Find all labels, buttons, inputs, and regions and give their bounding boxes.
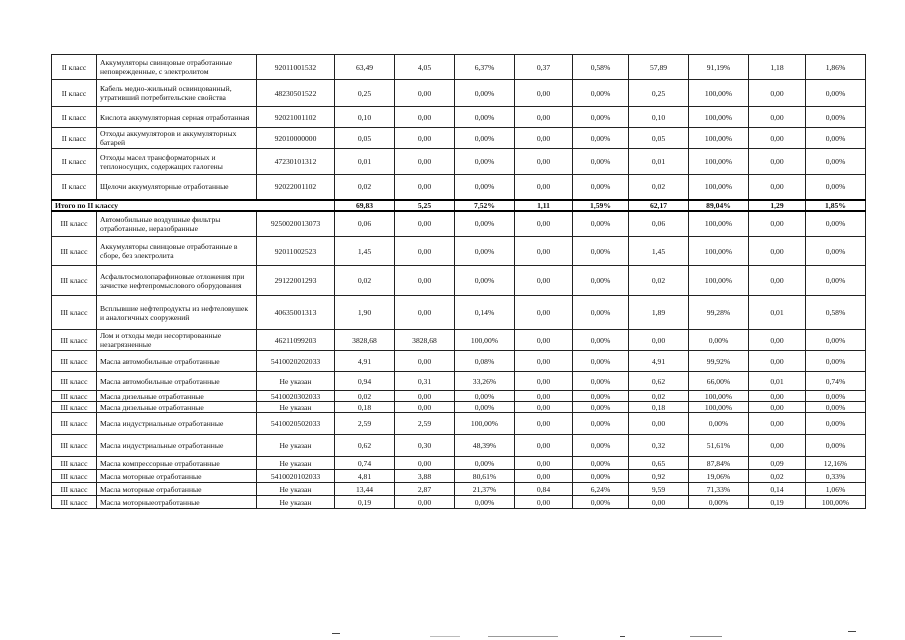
value-cell: 0,00% — [806, 128, 866, 149]
name-cell: Всплывшие нефтепродукты из нефтеловушек и аналогичных сооружений — [97, 296, 257, 330]
value-cell: 99,92% — [689, 351, 749, 372]
value-cell: 0,00% — [573, 266, 629, 296]
table-row — [52, 211, 866, 237]
value-cell: 19,06% — [689, 470, 749, 483]
value-cell: 0,00% — [806, 175, 866, 200]
value-cell: 0,00 — [395, 175, 455, 200]
value-cell: 100,00% — [689, 107, 749, 128]
waste-table — [51, 54, 866, 509]
value-cell: 100,00% — [689, 266, 749, 296]
scan-marks — [0, 628, 905, 640]
value-cell: 0,00% — [806, 330, 866, 351]
value-cell: 0,00% — [455, 496, 515, 509]
table-row — [52, 128, 866, 149]
value-cell: 0,01 — [749, 372, 806, 391]
code-cell: 5410020302033 — [257, 391, 335, 402]
class-cell: III класс — [52, 296, 97, 330]
value-cell: 0,00 — [629, 496, 689, 509]
value-cell: 0,00% — [806, 211, 866, 237]
class-cell: III класс — [52, 237, 97, 266]
value-cell: 63,49 — [335, 55, 395, 80]
value-cell: 0,00% — [573, 435, 629, 457]
value-cell: 3828,68 — [335, 330, 395, 351]
value-cell: 87,84% — [689, 457, 749, 470]
value-cell: 0,06 — [335, 211, 395, 237]
value-cell: 71,33% — [689, 483, 749, 496]
value-cell: 6,37% — [455, 55, 515, 80]
value-cell: 0,32 — [629, 435, 689, 457]
total-label: Итого по II классу — [52, 200, 335, 211]
value-cell: 0,74 — [335, 457, 395, 470]
value-cell: 0,00 — [749, 435, 806, 457]
table-row — [52, 175, 866, 200]
value-cell: 0,00 — [515, 391, 573, 402]
code-cell: 92022001102 — [257, 175, 335, 200]
value-cell: 0,02 — [629, 391, 689, 402]
class-cell: III класс — [52, 266, 97, 296]
value-cell: 0,00% — [806, 351, 866, 372]
value-cell: 0,00 — [515, 266, 573, 296]
value-cell: 100,00% — [689, 175, 749, 200]
value-cell: 0,05 — [629, 128, 689, 149]
value-cell: 0,00 — [749, 149, 806, 175]
value-cell: 3,88 — [395, 470, 455, 483]
value-cell: 0,00 — [515, 175, 573, 200]
name-cell: Масла моторные отработанные — [97, 483, 257, 496]
value-cell: 0,00% — [573, 391, 629, 402]
value-cell: 0,00% — [806, 402, 866, 413]
value-cell: 0,00% — [689, 413, 749, 435]
name-cell: Кабель медно-жильный освинцованный, утративший потребительские свойства — [97, 80, 257, 107]
value-cell: 0,00% — [455, 107, 515, 128]
value-cell: 3828,68 — [395, 330, 455, 351]
value-cell: 0,00% — [573, 330, 629, 351]
table-row — [52, 107, 866, 128]
value-cell: 0,00 — [749, 128, 806, 149]
value-cell: 0,00 — [749, 413, 806, 435]
value-cell: 0,31 — [395, 372, 455, 391]
value-cell: 0,62 — [629, 372, 689, 391]
value-cell: 12,16% — [806, 457, 866, 470]
value-cell: 0,00 — [395, 457, 455, 470]
value-cell: 0,06 — [629, 211, 689, 237]
value-cell: 0,00% — [573, 372, 629, 391]
value-cell: 0,00 — [749, 330, 806, 351]
value-cell: 0,00 — [515, 330, 573, 351]
class-cell: III класс — [52, 330, 97, 351]
value-cell: 33,26% — [455, 372, 515, 391]
value-cell: 1,90 — [335, 296, 395, 330]
value-cell: 0,00 — [629, 330, 689, 351]
class-cell: II класс — [52, 107, 97, 128]
value-cell: 100,00% — [455, 413, 515, 435]
value-cell: 0,18 — [335, 402, 395, 413]
table-row — [52, 237, 866, 266]
value-cell: 2,87 — [395, 483, 455, 496]
value-cell: 0,00% — [573, 237, 629, 266]
value-cell: 0,00% — [573, 470, 629, 483]
value-cell: 89,04% — [689, 200, 749, 211]
table-row — [52, 457, 866, 470]
name-cell: Масла моторные отработанные — [97, 470, 257, 483]
value-cell: 51,61% — [689, 435, 749, 457]
value-cell: 0,00 — [749, 391, 806, 402]
value-cell: 0,00% — [455, 237, 515, 266]
value-cell: 0,00 — [395, 128, 455, 149]
class-cell: III класс — [52, 413, 97, 435]
value-cell: 0,58% — [806, 296, 866, 330]
class-cell: II класс — [52, 175, 97, 200]
class-cell: II класс — [52, 128, 97, 149]
value-cell: 0,00 — [395, 80, 455, 107]
code-cell: Не указан — [257, 457, 335, 470]
value-cell: 0,00% — [455, 211, 515, 237]
value-cell: 0,00 — [395, 402, 455, 413]
value-cell: 5,25 — [395, 200, 455, 211]
value-cell: 0,00% — [455, 266, 515, 296]
name-cell: Масла компрессорные отработанные — [97, 457, 257, 470]
code-cell: Не указан — [257, 435, 335, 457]
value-cell: 0,01 — [749, 296, 806, 330]
value-cell: 0,25 — [629, 80, 689, 107]
value-cell: 0,00 — [515, 435, 573, 457]
value-cell: 0,62 — [335, 435, 395, 457]
class-cell: III класс — [52, 391, 97, 402]
value-cell: 0,00 — [749, 237, 806, 266]
value-cell: 1,45 — [335, 237, 395, 266]
name-cell: Масла индустриальные отработанные — [97, 413, 257, 435]
table-row — [52, 266, 866, 296]
value-cell: 66,00% — [689, 372, 749, 391]
class-cell: III класс — [52, 457, 97, 470]
code-cell: 92011002523 — [257, 237, 335, 266]
value-cell: 0,00% — [573, 211, 629, 237]
value-cell: 100,00% — [689, 391, 749, 402]
value-cell: 0,58% — [573, 55, 629, 80]
value-cell: 0,00% — [455, 391, 515, 402]
table-row — [52, 470, 866, 483]
name-cell: Масла автомобильные отработанные — [97, 372, 257, 391]
class-cell: III класс — [52, 470, 97, 483]
value-cell: 1,06% — [806, 483, 866, 496]
value-cell: 0,00% — [573, 413, 629, 435]
value-cell: 0,00% — [689, 496, 749, 509]
value-cell: 0,00% — [455, 80, 515, 107]
code-cell: 48230501522 — [257, 80, 335, 107]
value-cell: 0,00% — [573, 107, 629, 128]
value-cell: 0,00% — [573, 296, 629, 330]
table-row — [52, 435, 866, 457]
value-cell: 0,25 — [335, 80, 395, 107]
value-cell: 1,86% — [806, 55, 866, 80]
value-cell: 0,00 — [395, 266, 455, 296]
value-cell: 1,85% — [806, 200, 866, 211]
value-cell: 0,00% — [455, 149, 515, 175]
value-cell: 0,00% — [806, 149, 866, 175]
value-cell: 0,00 — [515, 457, 573, 470]
value-cell: 0,00 — [515, 470, 573, 483]
value-cell: 0,02 — [335, 175, 395, 200]
value-cell: 0,10 — [335, 107, 395, 128]
value-cell: 0,00% — [806, 391, 866, 402]
class-cell: II класс — [52, 80, 97, 107]
code-cell: 92011001532 — [257, 55, 335, 80]
value-cell: 0,00% — [806, 107, 866, 128]
name-cell: Автомобильные воздушные фильтры отработанные, неразобранные — [97, 211, 257, 237]
value-cell: 0,00 — [515, 413, 573, 435]
name-cell: Аккумуляторы свинцовые отработанные неповрежденные, с электролитом — [97, 55, 257, 80]
value-cell: 0,00 — [515, 80, 573, 107]
value-cell: 1,45 — [629, 237, 689, 266]
value-cell: 0,37 — [515, 55, 573, 80]
value-cell: 2,59 — [395, 413, 455, 435]
value-cell: 9,59 — [629, 483, 689, 496]
value-cell: 4,81 — [335, 470, 395, 483]
table-row — [52, 496, 866, 509]
code-cell: 92010000000 — [257, 128, 335, 149]
value-cell: 0,14 — [749, 483, 806, 496]
value-cell: 6,24% — [573, 483, 629, 496]
value-cell: 0,02 — [335, 391, 395, 402]
value-cell: 0,33% — [806, 470, 866, 483]
name-cell: Масла дизельные отработанные — [97, 391, 257, 402]
value-cell: 0,92 — [629, 470, 689, 483]
value-cell: 57,89 — [629, 55, 689, 80]
value-cell: 4,91 — [335, 351, 395, 372]
value-cell: 0,00 — [395, 351, 455, 372]
value-cell: 0,00% — [806, 80, 866, 107]
value-cell: 0,00 — [515, 351, 573, 372]
value-cell: 0,00% — [573, 149, 629, 175]
value-cell: 100,00% — [689, 237, 749, 266]
value-cell: 4,05 — [395, 55, 455, 80]
name-cell: Лом и отходы меди несортированные незагрязненные — [97, 330, 257, 351]
class-cell: III класс — [52, 496, 97, 509]
value-cell: 0,00% — [806, 413, 866, 435]
class-cell: II класс — [52, 149, 97, 175]
value-cell: 0,02 — [629, 266, 689, 296]
value-cell: 0,84 — [515, 483, 573, 496]
name-cell: Щелочи аккумуляторные отработанные — [97, 175, 257, 200]
table-row — [52, 402, 866, 413]
value-cell: 0,00% — [573, 80, 629, 107]
table-row — [52, 351, 866, 372]
value-cell: 100,00% — [689, 80, 749, 107]
value-cell: 0,00 — [395, 296, 455, 330]
value-cell: 0,00% — [455, 175, 515, 200]
name-cell: Масла автомобильные отработанные — [97, 351, 257, 372]
value-cell: 80,61% — [455, 470, 515, 483]
name-cell: Отходы аккумуляторов и аккумуляторных батарей — [97, 128, 257, 149]
value-cell: 100,00% — [689, 149, 749, 175]
value-cell: 13,44 — [335, 483, 395, 496]
value-cell: 0,18 — [629, 402, 689, 413]
table-body — [52, 55, 866, 509]
class-cell: III класс — [52, 483, 97, 496]
table-row — [52, 391, 866, 402]
value-cell: 0,00% — [573, 175, 629, 200]
value-cell: 1,11 — [515, 200, 573, 211]
value-cell: 0,00 — [749, 80, 806, 107]
value-cell: 0,02 — [629, 175, 689, 200]
total-row — [52, 200, 866, 211]
value-cell: 0,00% — [573, 496, 629, 509]
table-row — [52, 330, 866, 351]
code-cell: 5410020202033 — [257, 351, 335, 372]
value-cell: 1,59% — [573, 200, 629, 211]
value-cell: 0,00 — [515, 496, 573, 509]
class-cell: III класс — [52, 351, 97, 372]
value-cell: 62,17 — [629, 200, 689, 211]
value-cell: 0,08% — [455, 351, 515, 372]
value-cell: 99,28% — [689, 296, 749, 330]
value-cell: 0,65 — [629, 457, 689, 470]
value-cell: 0,00% — [573, 457, 629, 470]
value-cell: 21,37% — [455, 483, 515, 496]
value-cell: 0,00 — [749, 175, 806, 200]
table-row — [52, 483, 866, 496]
value-cell: 0,02 — [335, 266, 395, 296]
value-cell: 0,00% — [806, 237, 866, 266]
value-cell: 0,05 — [335, 128, 395, 149]
value-cell: 0,00% — [455, 457, 515, 470]
table-row — [52, 80, 866, 107]
value-cell: 7,52% — [455, 200, 515, 211]
value-cell: 0,00 — [515, 372, 573, 391]
value-cell: 1,89 — [629, 296, 689, 330]
code-cell: 5410020102033 — [257, 470, 335, 483]
value-cell: 1,29 — [749, 200, 806, 211]
code-cell: 29122001293 — [257, 266, 335, 296]
class-cell: III класс — [52, 211, 97, 237]
table-row — [52, 296, 866, 330]
value-cell: 0,00 — [395, 149, 455, 175]
class-cell: III класс — [52, 435, 97, 457]
value-cell: 0,00 — [395, 496, 455, 509]
code-cell: Не указан — [257, 483, 335, 496]
code-cell: 47230101312 — [257, 149, 335, 175]
class-cell: II класс — [52, 55, 97, 80]
value-cell: 0,01 — [629, 149, 689, 175]
name-cell: Отходы масел трансформаторных и теплоносущих, содержащих галогены — [97, 149, 257, 175]
value-cell: 100,00% — [689, 402, 749, 413]
name-cell: Аккумуляторы свинцовые отработанные в сборе, без электролита — [97, 237, 257, 266]
value-cell: 0,14% — [455, 296, 515, 330]
value-cell: 0,00 — [749, 351, 806, 372]
code-cell: 9250020013073 — [257, 211, 335, 237]
value-cell: 0,00 — [515, 107, 573, 128]
class-cell: III класс — [52, 372, 97, 391]
value-cell: 0,00% — [573, 128, 629, 149]
value-cell: 0,00 — [749, 107, 806, 128]
value-cell: 0,94 — [335, 372, 395, 391]
value-cell: 48,39% — [455, 435, 515, 457]
value-cell: 4,91 — [629, 351, 689, 372]
value-cell: 0,00 — [515, 237, 573, 266]
code-cell: 46211099203 — [257, 330, 335, 351]
name-cell: Масла индустриальные отработанные — [97, 435, 257, 457]
code-cell: 92021001102 — [257, 107, 335, 128]
value-cell: 0,00 — [515, 211, 573, 237]
value-cell: 0,19 — [749, 496, 806, 509]
value-cell: 0,00 — [629, 413, 689, 435]
value-cell: 0,01 — [335, 149, 395, 175]
value-cell: 100,00% — [689, 128, 749, 149]
name-cell: Асфальтосмолопарафиновые отложения при зачистке нефтепромыслового оборудования — [97, 266, 257, 296]
value-cell: 0,74% — [806, 372, 866, 391]
value-cell: 0,02 — [749, 470, 806, 483]
value-cell: 0,00 — [395, 237, 455, 266]
code-cell: Не указан — [257, 496, 335, 509]
table-row — [52, 55, 866, 80]
name-cell: Масла дизельные отработанные — [97, 402, 257, 413]
value-cell: 91,19% — [689, 55, 749, 80]
value-cell: 0,00 — [749, 402, 806, 413]
value-cell: 100,00% — [689, 211, 749, 237]
value-cell: 0,00 — [749, 211, 806, 237]
value-cell: 0,00 — [395, 391, 455, 402]
value-cell: 0,00 — [515, 296, 573, 330]
name-cell: Масла моторныеотработанные — [97, 496, 257, 509]
value-cell: 0,00% — [573, 351, 629, 372]
value-cell: 1,18 — [749, 55, 806, 80]
code-cell: Не указан — [257, 402, 335, 413]
value-cell: 69,83 — [335, 200, 395, 211]
value-cell: 0,00% — [806, 435, 866, 457]
value-cell: 0,19 — [335, 496, 395, 509]
value-cell: 0,30 — [395, 435, 455, 457]
table-row — [52, 413, 866, 435]
class-cell: III класс — [52, 402, 97, 413]
value-cell: 0,00% — [806, 266, 866, 296]
value-cell: 0,00 — [515, 149, 573, 175]
table-row — [52, 149, 866, 175]
value-cell: 0,00% — [455, 128, 515, 149]
value-cell: 0,00% — [455, 402, 515, 413]
value-cell: 0,00 — [749, 266, 806, 296]
value-cell: 0,09 — [749, 457, 806, 470]
value-cell: 100,00% — [806, 496, 866, 509]
value-cell: 0,00 — [395, 211, 455, 237]
table-row — [52, 372, 866, 391]
code-cell: 40635001313 — [257, 296, 335, 330]
value-cell: 0,00% — [573, 402, 629, 413]
value-cell: 100,00% — [455, 330, 515, 351]
value-cell: 0,00 — [515, 402, 573, 413]
value-cell: 0,00% — [689, 330, 749, 351]
code-cell: 5410020502033 — [257, 413, 335, 435]
value-cell: 0,00 — [395, 107, 455, 128]
value-cell: 0,10 — [629, 107, 689, 128]
value-cell: 2,59 — [335, 413, 395, 435]
name-cell: Кислота аккумуляторная серная отработанная — [97, 107, 257, 128]
code-cell: Не указан — [257, 372, 335, 391]
value-cell: 0,00 — [515, 128, 573, 149]
